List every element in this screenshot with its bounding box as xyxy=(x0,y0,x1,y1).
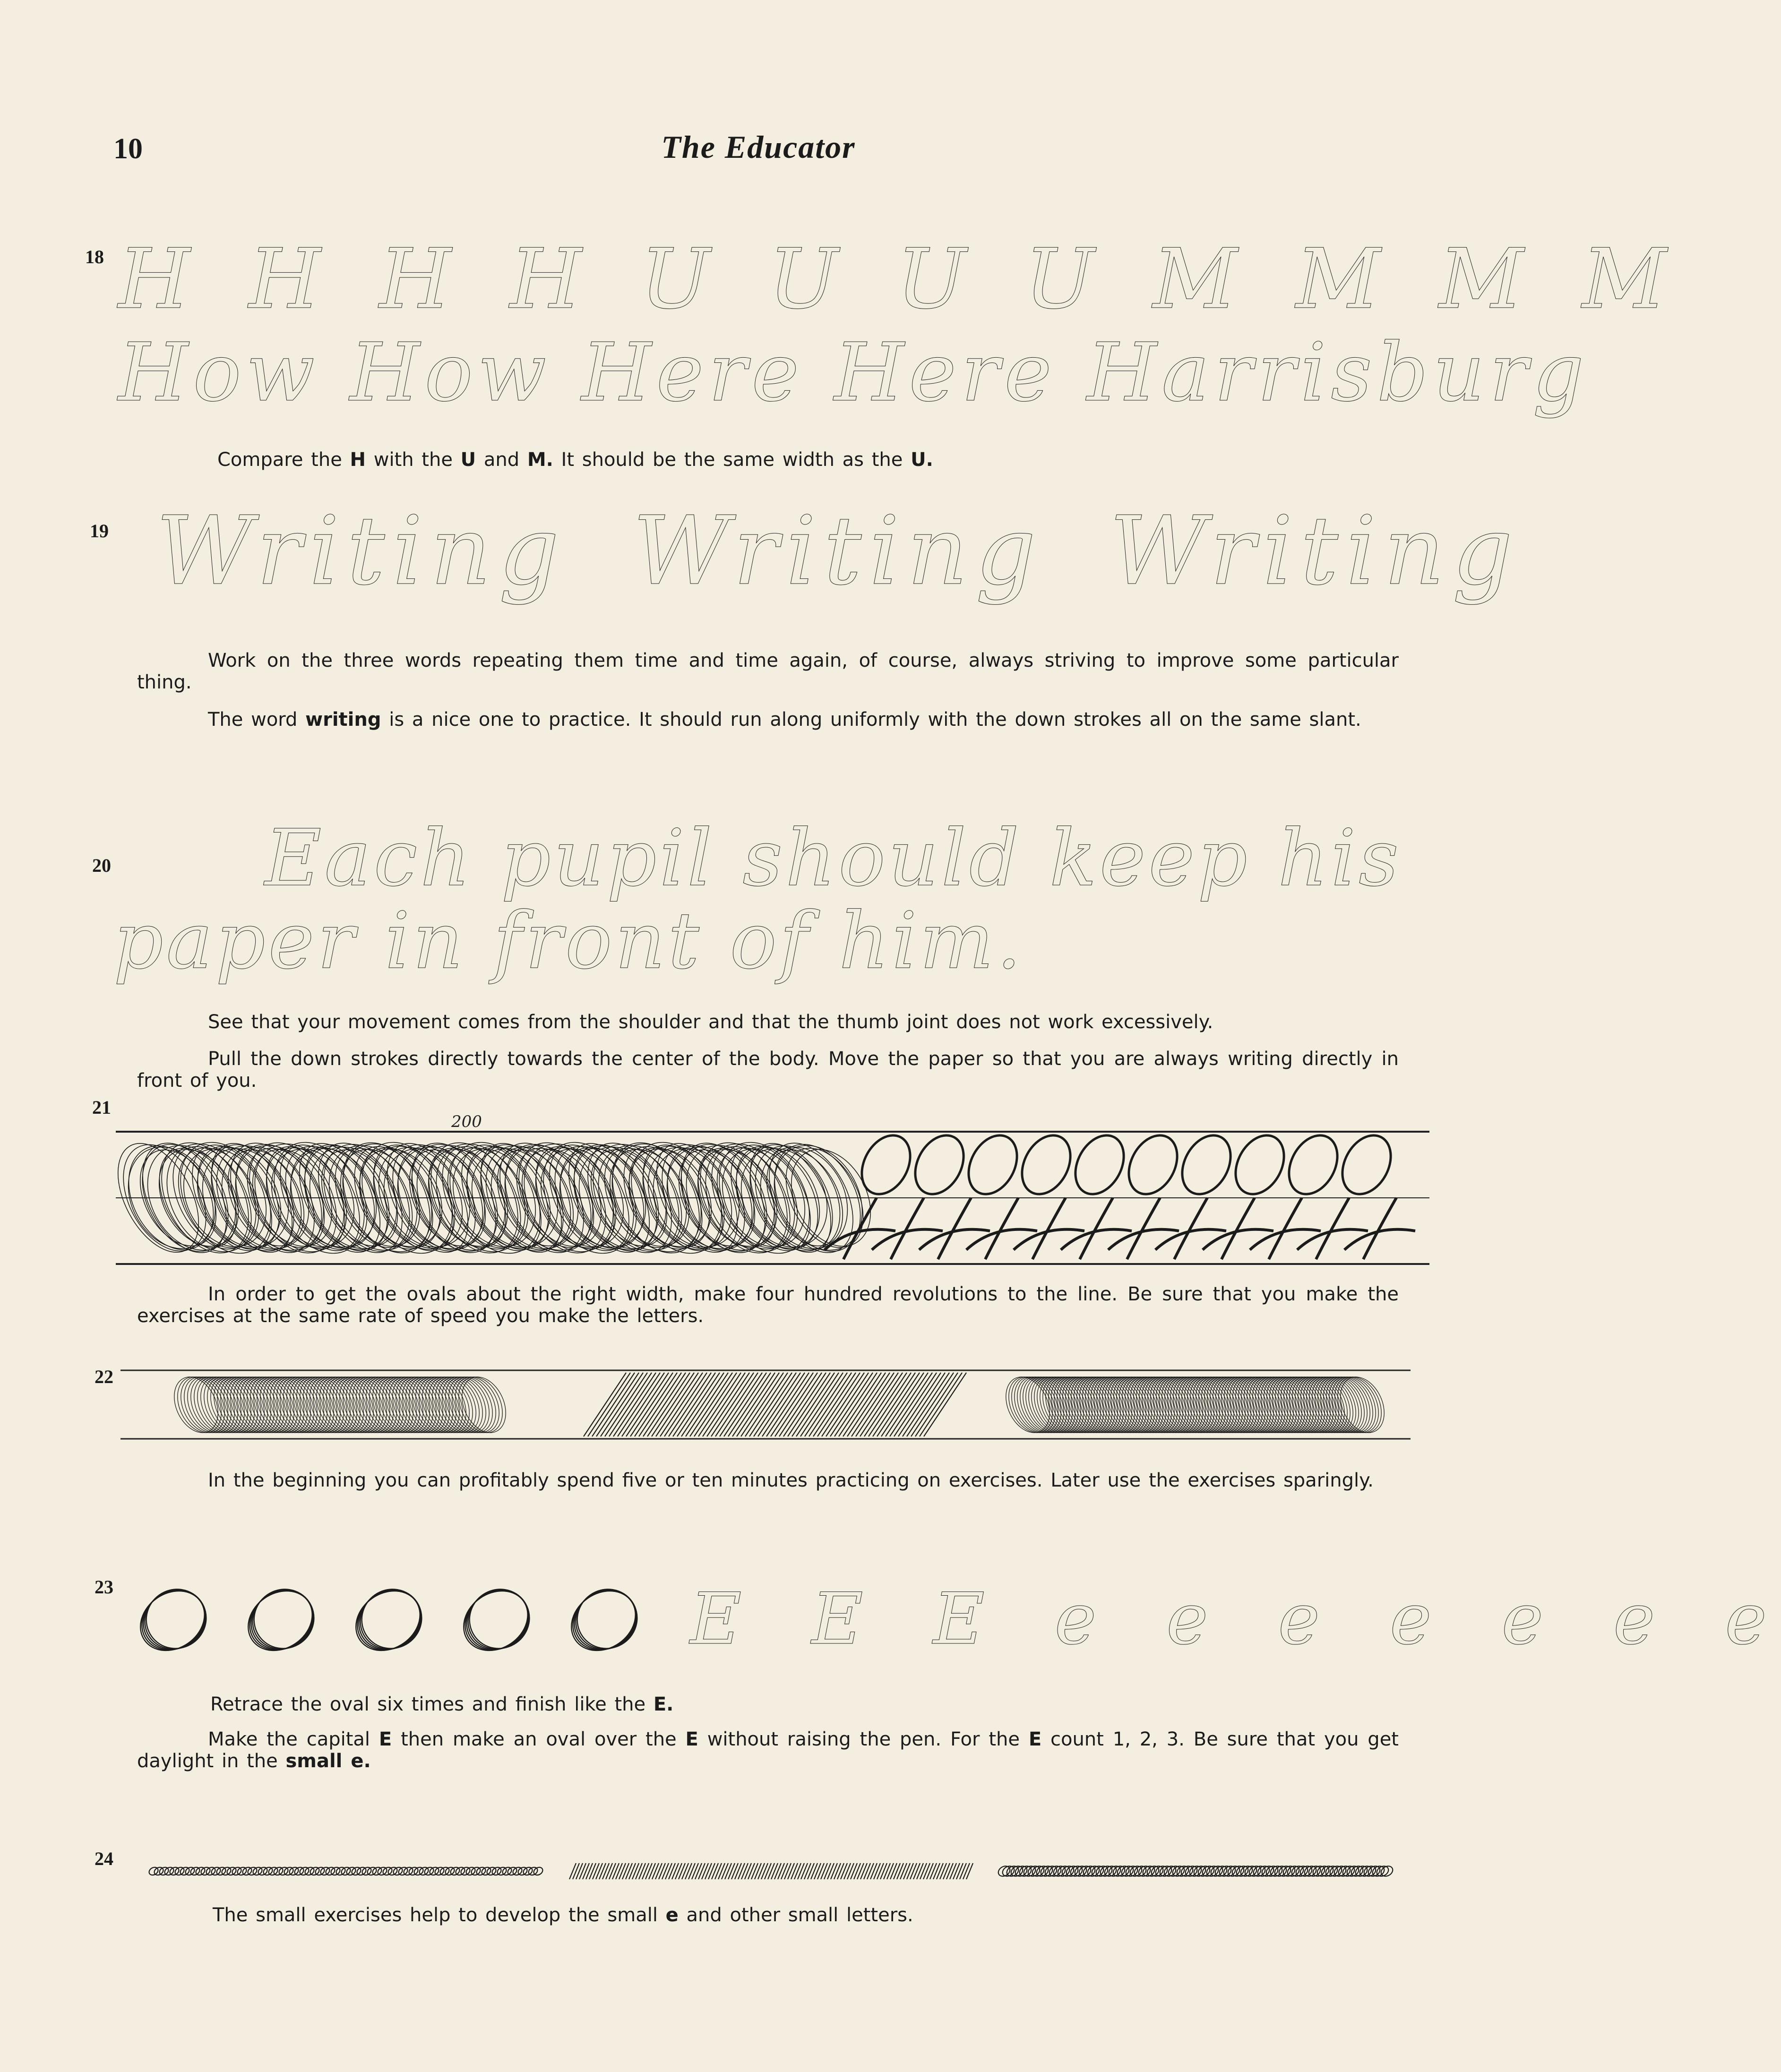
small-slant xyxy=(831,1863,837,1879)
single-oval xyxy=(959,1127,1026,1203)
small-slant xyxy=(688,1863,695,1879)
small-slant xyxy=(606,1863,612,1879)
small-slant xyxy=(735,1863,741,1879)
exercise-number-20: 20 xyxy=(92,855,111,876)
small-slant xyxy=(847,1863,854,1879)
small-slant xyxy=(622,1863,629,1879)
small-slant xyxy=(728,1863,735,1879)
small-slant xyxy=(950,1863,956,1879)
small-slant xyxy=(758,1863,765,1879)
single-oval xyxy=(1066,1127,1133,1203)
small-slant xyxy=(579,1863,586,1879)
small-slant xyxy=(877,1863,884,1879)
exercise-number-19: 19 xyxy=(90,520,109,542)
small-slant xyxy=(642,1863,649,1879)
small-slant xyxy=(880,1863,887,1879)
exercise-number-18: 18 xyxy=(85,246,104,267)
small-slant xyxy=(811,1863,817,1879)
exercise-number-22: 22 xyxy=(95,1366,113,1387)
small-slant xyxy=(821,1863,827,1879)
small-slant xyxy=(778,1863,784,1879)
single-oval xyxy=(1012,1127,1080,1203)
small-slant xyxy=(596,1863,602,1879)
small-slant xyxy=(715,1863,722,1879)
small-slant xyxy=(917,1863,923,1879)
small-slant xyxy=(834,1863,841,1879)
small-slant xyxy=(814,1863,821,1879)
small-slant xyxy=(910,1863,917,1879)
small-slant xyxy=(864,1863,870,1879)
small-slant xyxy=(894,1863,900,1879)
compact-slants xyxy=(584,1373,966,1436)
small-slant xyxy=(725,1863,731,1879)
small-slant xyxy=(602,1863,609,1879)
small-slant xyxy=(854,1863,860,1879)
compact-ovals-right xyxy=(998,1370,1393,1440)
exercise-number-21: 21 xyxy=(92,1097,111,1118)
small-slant xyxy=(774,1863,781,1879)
small-slant xyxy=(841,1863,847,1879)
small-slant xyxy=(771,1863,778,1879)
exercise-24-drill xyxy=(149,1859,1401,1883)
small-slant xyxy=(801,1863,808,1879)
small-e-drill-graphic xyxy=(149,1859,1401,1883)
retraced-ovals-graphic xyxy=(128,1573,671,1668)
small-slant xyxy=(662,1863,669,1879)
exercise-19-note-2: The word writing is a nice one to practice. It should run along uniformly with the down strokes all on the same slant. xyxy=(208,709,1361,731)
script-line-capitals: H H H H U U U U M M M M xyxy=(118,232,1683,327)
exercise-20-note-2: Pull the down strokes directly towards the center of the body. Move the paper so that you are always writing directly in front of you. xyxy=(137,1048,1399,1092)
push-pull-strokes xyxy=(825,1198,1415,1259)
small-slant xyxy=(860,1863,867,1879)
small-slant xyxy=(844,1863,851,1879)
small-slant xyxy=(619,1863,626,1879)
oval-drill-graphic xyxy=(116,1110,1434,1271)
exercise-22-drill xyxy=(120,1363,1415,1444)
exercise-23-note-1: Retrace the oval six times and finish like the E. xyxy=(210,1694,674,1715)
small-slant xyxy=(612,1863,619,1879)
small-slant xyxy=(748,1863,755,1879)
small-slant xyxy=(675,1863,682,1879)
small-slant xyxy=(629,1863,636,1879)
small-slant xyxy=(599,1863,606,1879)
exercise-24-note: The small exercises help to develop the small e and other small letters. xyxy=(213,1904,913,1926)
small-slant xyxy=(616,1863,622,1879)
small-slant xyxy=(960,1863,966,1879)
script-line-sentence-2: paper in front of him. xyxy=(113,895,1024,986)
small-slant xyxy=(784,1863,791,1879)
small-slant xyxy=(632,1863,639,1879)
small-slant xyxy=(913,1863,920,1879)
small-slant xyxy=(639,1863,645,1879)
small-slant xyxy=(708,1863,715,1879)
small-slant xyxy=(665,1863,672,1879)
small-slant xyxy=(731,1863,738,1879)
small-slant xyxy=(857,1863,864,1879)
single-oval xyxy=(905,1127,973,1203)
small-slant xyxy=(768,1863,774,1879)
compact-ovals-left xyxy=(166,1370,515,1440)
small-slant xyxy=(692,1863,698,1879)
exercise-number-24: 24 xyxy=(95,1848,113,1869)
script-line-writing: Writing Writing Writing xyxy=(156,496,1521,606)
small-slant xyxy=(867,1863,874,1879)
small-slant xyxy=(890,1863,897,1879)
exercise-number-23: 23 xyxy=(95,1576,113,1598)
small-slant xyxy=(900,1863,907,1879)
small-slant xyxy=(788,1863,794,1879)
small-slant xyxy=(586,1863,593,1879)
small-slant xyxy=(874,1863,880,1879)
small-slant xyxy=(920,1863,927,1879)
page-number: 10 xyxy=(113,133,143,165)
small-slant xyxy=(755,1863,761,1879)
exercise-19-note-1: Work on the three words repeating them time and time again, of course, always striving to improve some particular thing. xyxy=(137,650,1399,693)
small-slant xyxy=(794,1863,801,1879)
small-slant xyxy=(685,1863,692,1879)
small-slant xyxy=(712,1863,718,1879)
single-oval xyxy=(852,1127,920,1203)
small-slant xyxy=(649,1863,655,1879)
small-slant xyxy=(636,1863,642,1879)
small-slant xyxy=(798,1863,804,1879)
small-slant xyxy=(923,1863,930,1879)
small-slant xyxy=(933,1863,940,1879)
small-slant xyxy=(645,1863,652,1879)
small-slant xyxy=(765,1863,771,1879)
single-oval xyxy=(1279,1127,1347,1203)
single-oval xyxy=(1172,1127,1240,1203)
small-slant xyxy=(722,1863,728,1879)
small-slant xyxy=(897,1863,903,1879)
drill-count-label: 200 xyxy=(451,1112,482,1131)
small-slant xyxy=(940,1863,946,1879)
small-slant xyxy=(705,1863,712,1879)
small-slant xyxy=(609,1863,616,1879)
small-slant xyxy=(837,1863,844,1879)
small-slant xyxy=(626,1863,632,1879)
small-slant xyxy=(679,1863,685,1879)
small-slant xyxy=(583,1863,589,1879)
small-slant xyxy=(907,1863,913,1879)
script-line-e: E E E e e e e e e e xyxy=(690,1578,1781,1660)
exercise-18-note: Compare the H with the U and M. It should be the same width as the U. xyxy=(217,449,933,471)
small-slant xyxy=(698,1863,705,1879)
small-slant xyxy=(573,1863,579,1879)
exercise-23-note-2: Make the capital E then make an oval over the E without raising the pen. For the E count 1, 2, 3. Be sure that you get daylight in the small e. xyxy=(137,1728,1399,1772)
small-slant xyxy=(808,1863,814,1879)
single-oval xyxy=(1226,1127,1293,1203)
small-slant xyxy=(589,1863,596,1879)
small-slant xyxy=(870,1863,877,1879)
small-slant xyxy=(927,1863,933,1879)
single-ovals xyxy=(852,1127,1400,1203)
small-slant xyxy=(745,1863,751,1879)
retraced-ovals xyxy=(129,1578,649,1663)
small-slant xyxy=(953,1863,960,1879)
exercise-20-note-1: See that your movement comes from the shoulder and that the thumb joint does not work excessively. xyxy=(208,1011,1213,1033)
small-slant xyxy=(702,1863,708,1879)
small-slant xyxy=(824,1863,831,1879)
small-slant xyxy=(851,1863,857,1879)
compact-drill-graphic xyxy=(120,1363,1415,1444)
small-slant xyxy=(569,1863,576,1879)
single-oval xyxy=(1119,1127,1187,1203)
small-slant xyxy=(887,1863,894,1879)
small-slant xyxy=(791,1863,798,1879)
single-oval xyxy=(1333,1127,1400,1203)
small-slant xyxy=(804,1863,811,1879)
small-loop-strips xyxy=(148,1863,1395,1879)
small-slant xyxy=(884,1863,890,1879)
script-line-sentence-1: Each pupil should keep his xyxy=(265,813,1402,903)
small-slant xyxy=(963,1863,970,1879)
small-slant xyxy=(751,1863,758,1879)
small-slant xyxy=(930,1863,937,1879)
small-slant xyxy=(761,1863,768,1879)
exercise-23-ovals xyxy=(128,1573,671,1668)
small-slant xyxy=(946,1863,953,1879)
small-slant xyxy=(593,1863,599,1879)
small-slant xyxy=(659,1863,665,1879)
small-slant xyxy=(937,1863,943,1879)
small-slant xyxy=(781,1863,788,1879)
small-slant xyxy=(738,1863,745,1879)
small-slant xyxy=(718,1863,725,1879)
script-line-words: How How Here Here Harrisburg xyxy=(118,326,1589,420)
small-slant xyxy=(695,1863,702,1879)
small-slant xyxy=(827,1863,834,1879)
small-slant xyxy=(741,1863,748,1879)
exercise-21-note: In order to get the ovals about the right width, make four hundred revolutions to the line. Be sure that you make the exercises at the same rate of speed you make the letters. xyxy=(137,1283,1399,1327)
page-title: The Educator xyxy=(661,129,856,165)
small-slant xyxy=(966,1863,973,1879)
small-slant xyxy=(903,1863,910,1879)
small-slant xyxy=(817,1863,824,1879)
small-slant xyxy=(652,1863,659,1879)
small-slant xyxy=(682,1863,688,1879)
small-slant xyxy=(956,1863,963,1879)
small-slant xyxy=(655,1863,662,1879)
exercise-22-note: In the beginning you can profitably spend five or ten minutes practicing on exercises. Later use the exercises sparingly. xyxy=(208,1470,1374,1491)
small-slant xyxy=(669,1863,675,1879)
exercise-21-drill xyxy=(116,1110,1434,1271)
small-slant xyxy=(576,1863,583,1879)
small-slant xyxy=(672,1863,679,1879)
small-slant xyxy=(943,1863,950,1879)
